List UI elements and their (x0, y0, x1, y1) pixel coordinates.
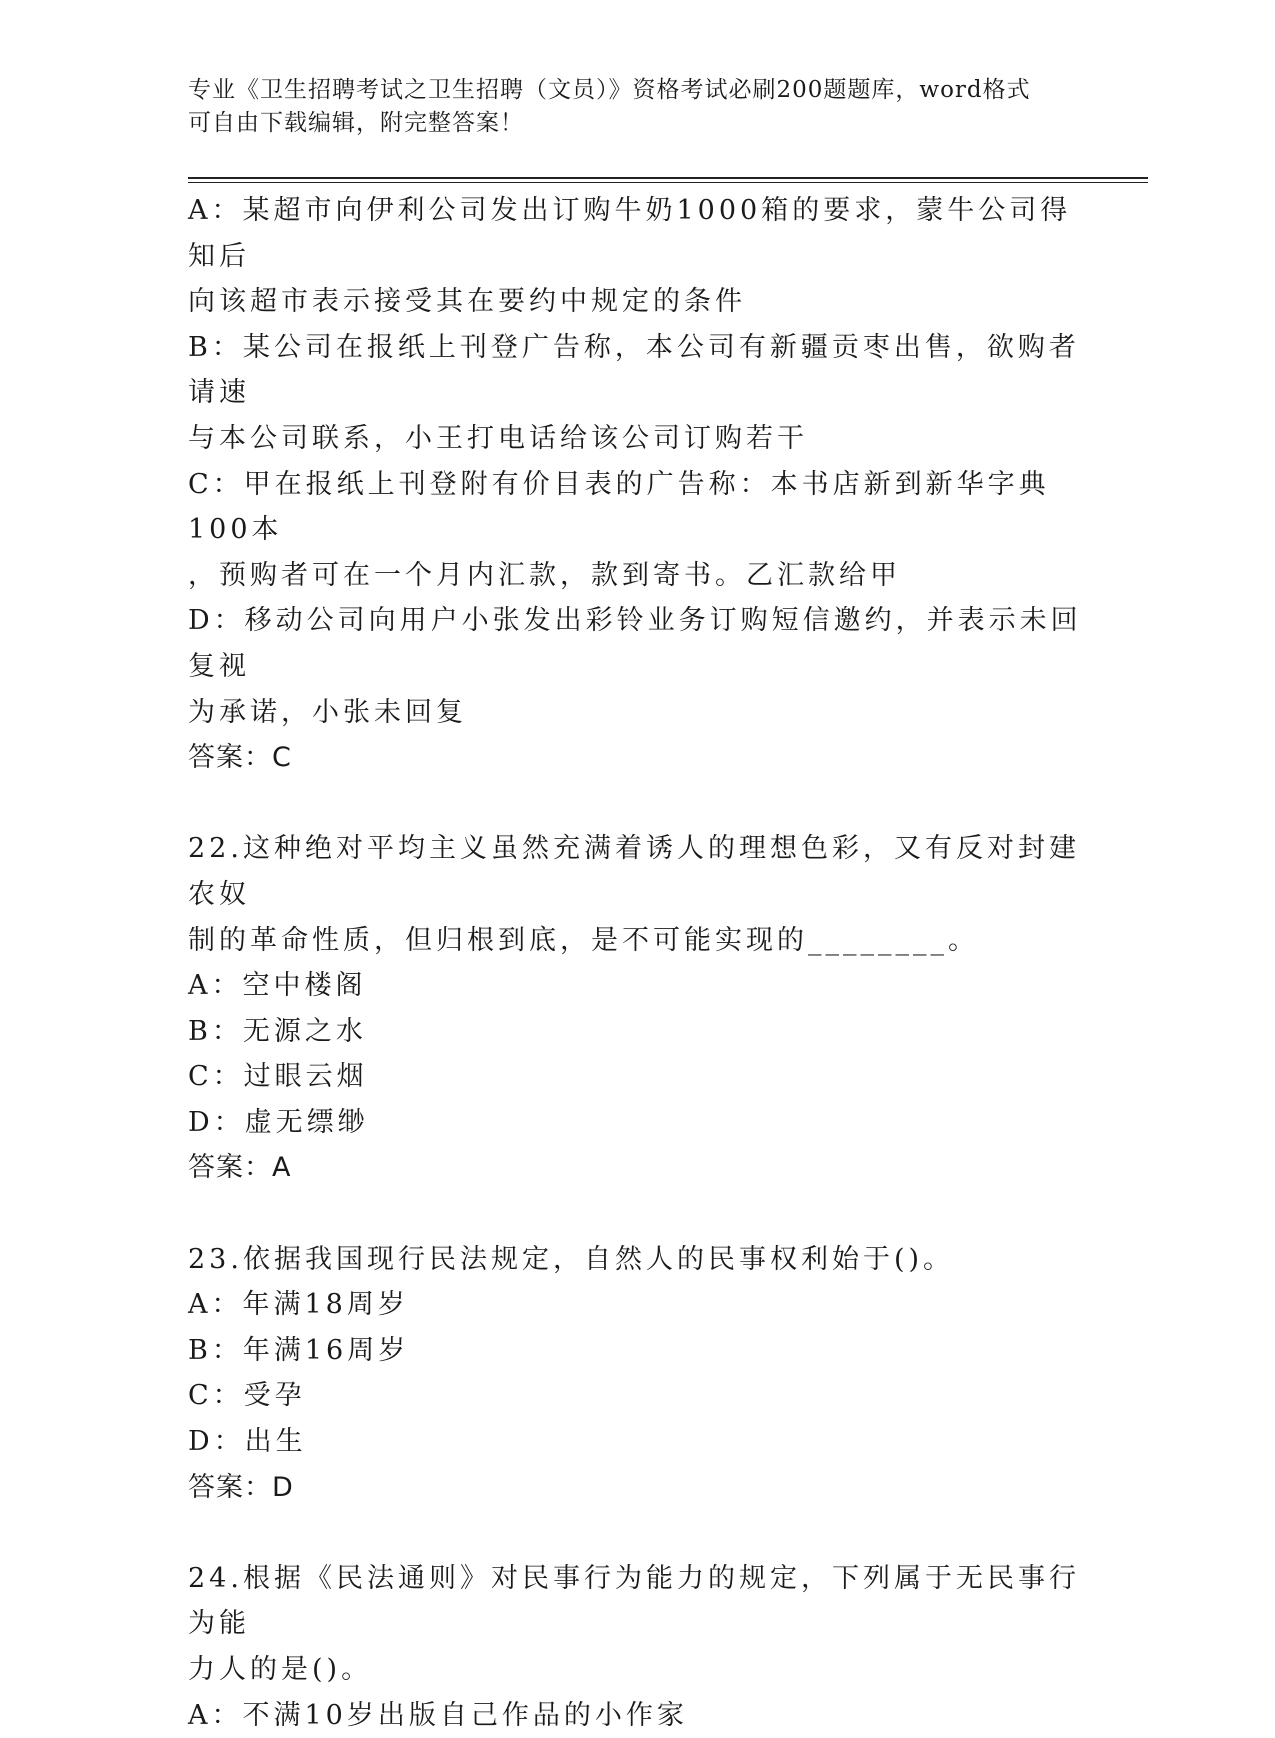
answer-line: 答案：D (188, 1471, 294, 1503)
header-line-2: 可自由下载编辑，附完整答案！ (188, 110, 524, 136)
option-b: B：无源之水 (188, 1015, 367, 1047)
option-c-line-1: C：甲在报纸上刊登附有价目表的广告称：本书店新到新华字典100本 (188, 468, 1050, 546)
question-stem-line-1: 24.根据《民法通则》对民事行为能力的规定，下列属于无民事行为能 (188, 1562, 1080, 1640)
spacer (188, 1510, 1088, 1556)
option-b-line-2: 与本公司联系，小王打电话给该公司订购若干 (188, 422, 808, 454)
question-stem-line-2: 力人的是()。 (188, 1654, 373, 1685)
question-24 (188, 1556, 1088, 1738)
option-d: D：虚无缥缈 (188, 1106, 369, 1138)
header-divider-thick (188, 177, 1148, 179)
spacer (188, 781, 1088, 827)
document-header (188, 74, 1088, 140)
option-b: B：年满16周岁 (188, 1334, 410, 1366)
option-a: A：空中楼阁 (188, 970, 367, 1002)
answer-line: 答案：A (188, 1152, 292, 1184)
option-a: A：不满10岁出版自己作品的小作家 (188, 1699, 688, 1731)
answer-line: 答案：C (188, 742, 292, 774)
question-stem-line-2: 制的革命性质，但归根到底，是不可能实现的________。 (188, 924, 979, 956)
option-a: A：年满18周岁 (188, 1289, 409, 1321)
option-d-line-1: D：移动公司向用户小张发出彩铃业务订购短信邀约，并表示未回复视 (188, 605, 1082, 682)
header-line-1: 专业《卫生招聘考试之卫生招聘（文员）》资格考试必刷200题题库，word格式 (188, 77, 1031, 103)
question-23 (188, 1237, 1088, 1511)
question-22 (188, 826, 1088, 1191)
header-divider-thin (188, 182, 1148, 183)
option-c: C：受孕 (188, 1380, 306, 1412)
document-body (188, 188, 1088, 1738)
option-d-line-2: 为承诺，小张未回复 (188, 696, 467, 728)
question-21 (188, 188, 1088, 781)
option-d: D：出生 (188, 1426, 307, 1458)
question-stem-line-1: 22.这种绝对平均主义虽然充满着诱人的理想色彩，又有反对封建农奴 (188, 833, 1080, 910)
question-stem: 23.依据我国现行民法规定，自然人的民事权利始于()。 (188, 1243, 955, 1275)
option-a-line-1: A：某超市向伊利公司发出订购牛奶1000箱的要求，蒙牛公司得知后 (188, 195, 1072, 272)
spacer (188, 1191, 1088, 1237)
option-a-line-2: 向该超市表示接受其在要约中规定的条件 (188, 286, 746, 318)
option-c: C：过眼云烟 (188, 1061, 368, 1093)
option-c-line-2: ，预购者可在一个月内汇款，款到寄书。乙汇款给甲 (188, 559, 901, 591)
option-b-line-1: B：某公司在报纸上刊登广告称，本公司有新疆贡枣出售，欲购者请速 (188, 331, 1080, 409)
